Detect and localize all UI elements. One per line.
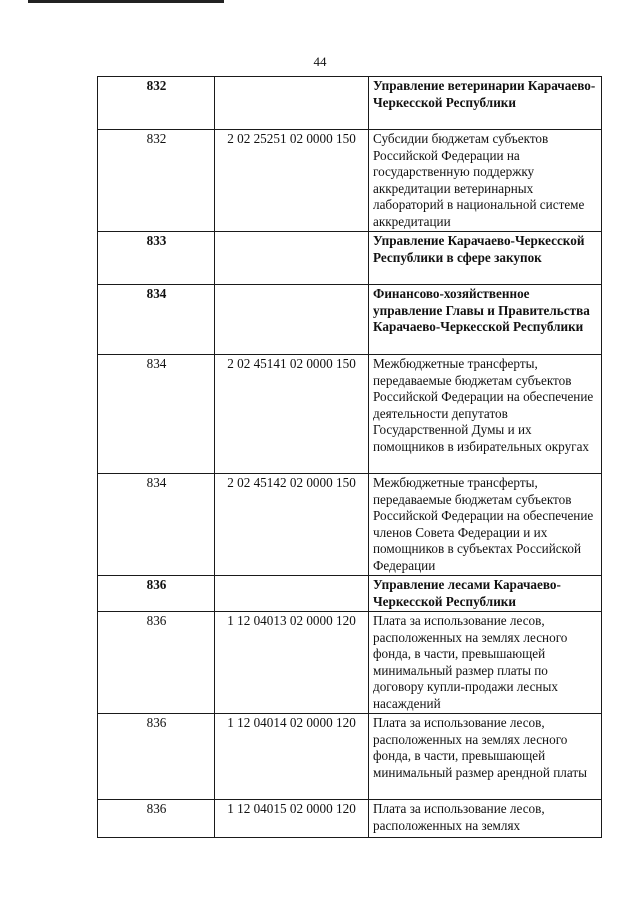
name-cell: Плата за использование лесов, расположенных на землях лесного фонда, в части, превышающей минимальный размер платы по договору купли-продажи лесных насаждений	[369, 612, 602, 714]
revenue-codes-table	[97, 76, 602, 838]
kbk-code-cell: 1 12 04013 02 0000 120	[215, 612, 369, 714]
admin-code-cell: 834	[98, 285, 215, 355]
kbk-code-cell	[215, 285, 369, 355]
table-row	[98, 355, 602, 474]
name-cell: Субсидии бюджетам субъектов Российской Федерации на государственную поддержку аккредитации ветеринарных лабораторий в национальной системе аккредитации	[369, 130, 602, 232]
kbk-code-cell: 2 02 45142 02 0000 150	[215, 474, 369, 576]
table-row	[98, 800, 602, 838]
admin-code-cell: 833	[98, 232, 215, 285]
admin-code-cell: 834	[98, 474, 215, 576]
name-cell: Плата за использование лесов, расположенных на землях лесного фонда, в части, превышающей минимальный размер арендной платы	[369, 714, 602, 800]
name-cell: Плата за использование лесов, расположенных на землях	[369, 800, 602, 838]
kbk-code-cell	[215, 77, 369, 130]
table-row	[98, 474, 602, 576]
admin-code-cell: 832	[98, 130, 215, 232]
table-row	[98, 612, 602, 714]
name-cell: Межбюджетные трансферты, передаваемые бюджетам субъектов Российской Федерации на обеспечение деятельности депутатов Государственной Думы и их помощников в избирательных округах	[369, 355, 602, 474]
name-cell: Управление ветеринарии Карачаево-Черкесской Республики	[369, 77, 602, 130]
admin-code-cell: 834	[98, 355, 215, 474]
table-row	[98, 130, 602, 232]
page-number: 44	[313, 54, 327, 69]
top-rule	[28, 0, 224, 3]
kbk-code-cell: 2 02 45141 02 0000 150	[215, 355, 369, 474]
admin-code-cell: 836	[98, 612, 215, 714]
kbk-code-cell: 1 12 04015 02 0000 120	[215, 800, 369, 838]
name-cell: Управление лесами Карачаево-Черкесской Республики	[369, 576, 602, 612]
kbk-code-cell: 2 02 25251 02 0000 150	[215, 130, 369, 232]
kbk-code-cell: 1 12 04014 02 0000 120	[215, 714, 369, 800]
table-row	[98, 714, 602, 800]
table-row	[98, 232, 602, 285]
name-cell: Финансово-хозяйственное управление Главы и Правительства Карачаево-Черкесской Республики	[369, 285, 602, 355]
kbk-code-cell	[215, 576, 369, 612]
name-cell: Межбюджетные трансферты, передаваемые бюджетам субъектов Российской Федерации на обеспечение членов Совета Федерации и их помощников в субъектах Российской Федерации	[369, 474, 602, 576]
name-cell: Управление Карачаево-Черкесской Республики в сфере закупок	[369, 232, 602, 285]
admin-code-cell: 836	[98, 576, 215, 612]
admin-code-cell: 836	[98, 800, 215, 838]
table-row	[98, 576, 602, 612]
table-row	[98, 285, 602, 355]
admin-code-cell: 832	[98, 77, 215, 130]
table-row	[98, 77, 602, 130]
kbk-code-cell	[215, 232, 369, 285]
admin-code-cell: 836	[98, 714, 215, 800]
